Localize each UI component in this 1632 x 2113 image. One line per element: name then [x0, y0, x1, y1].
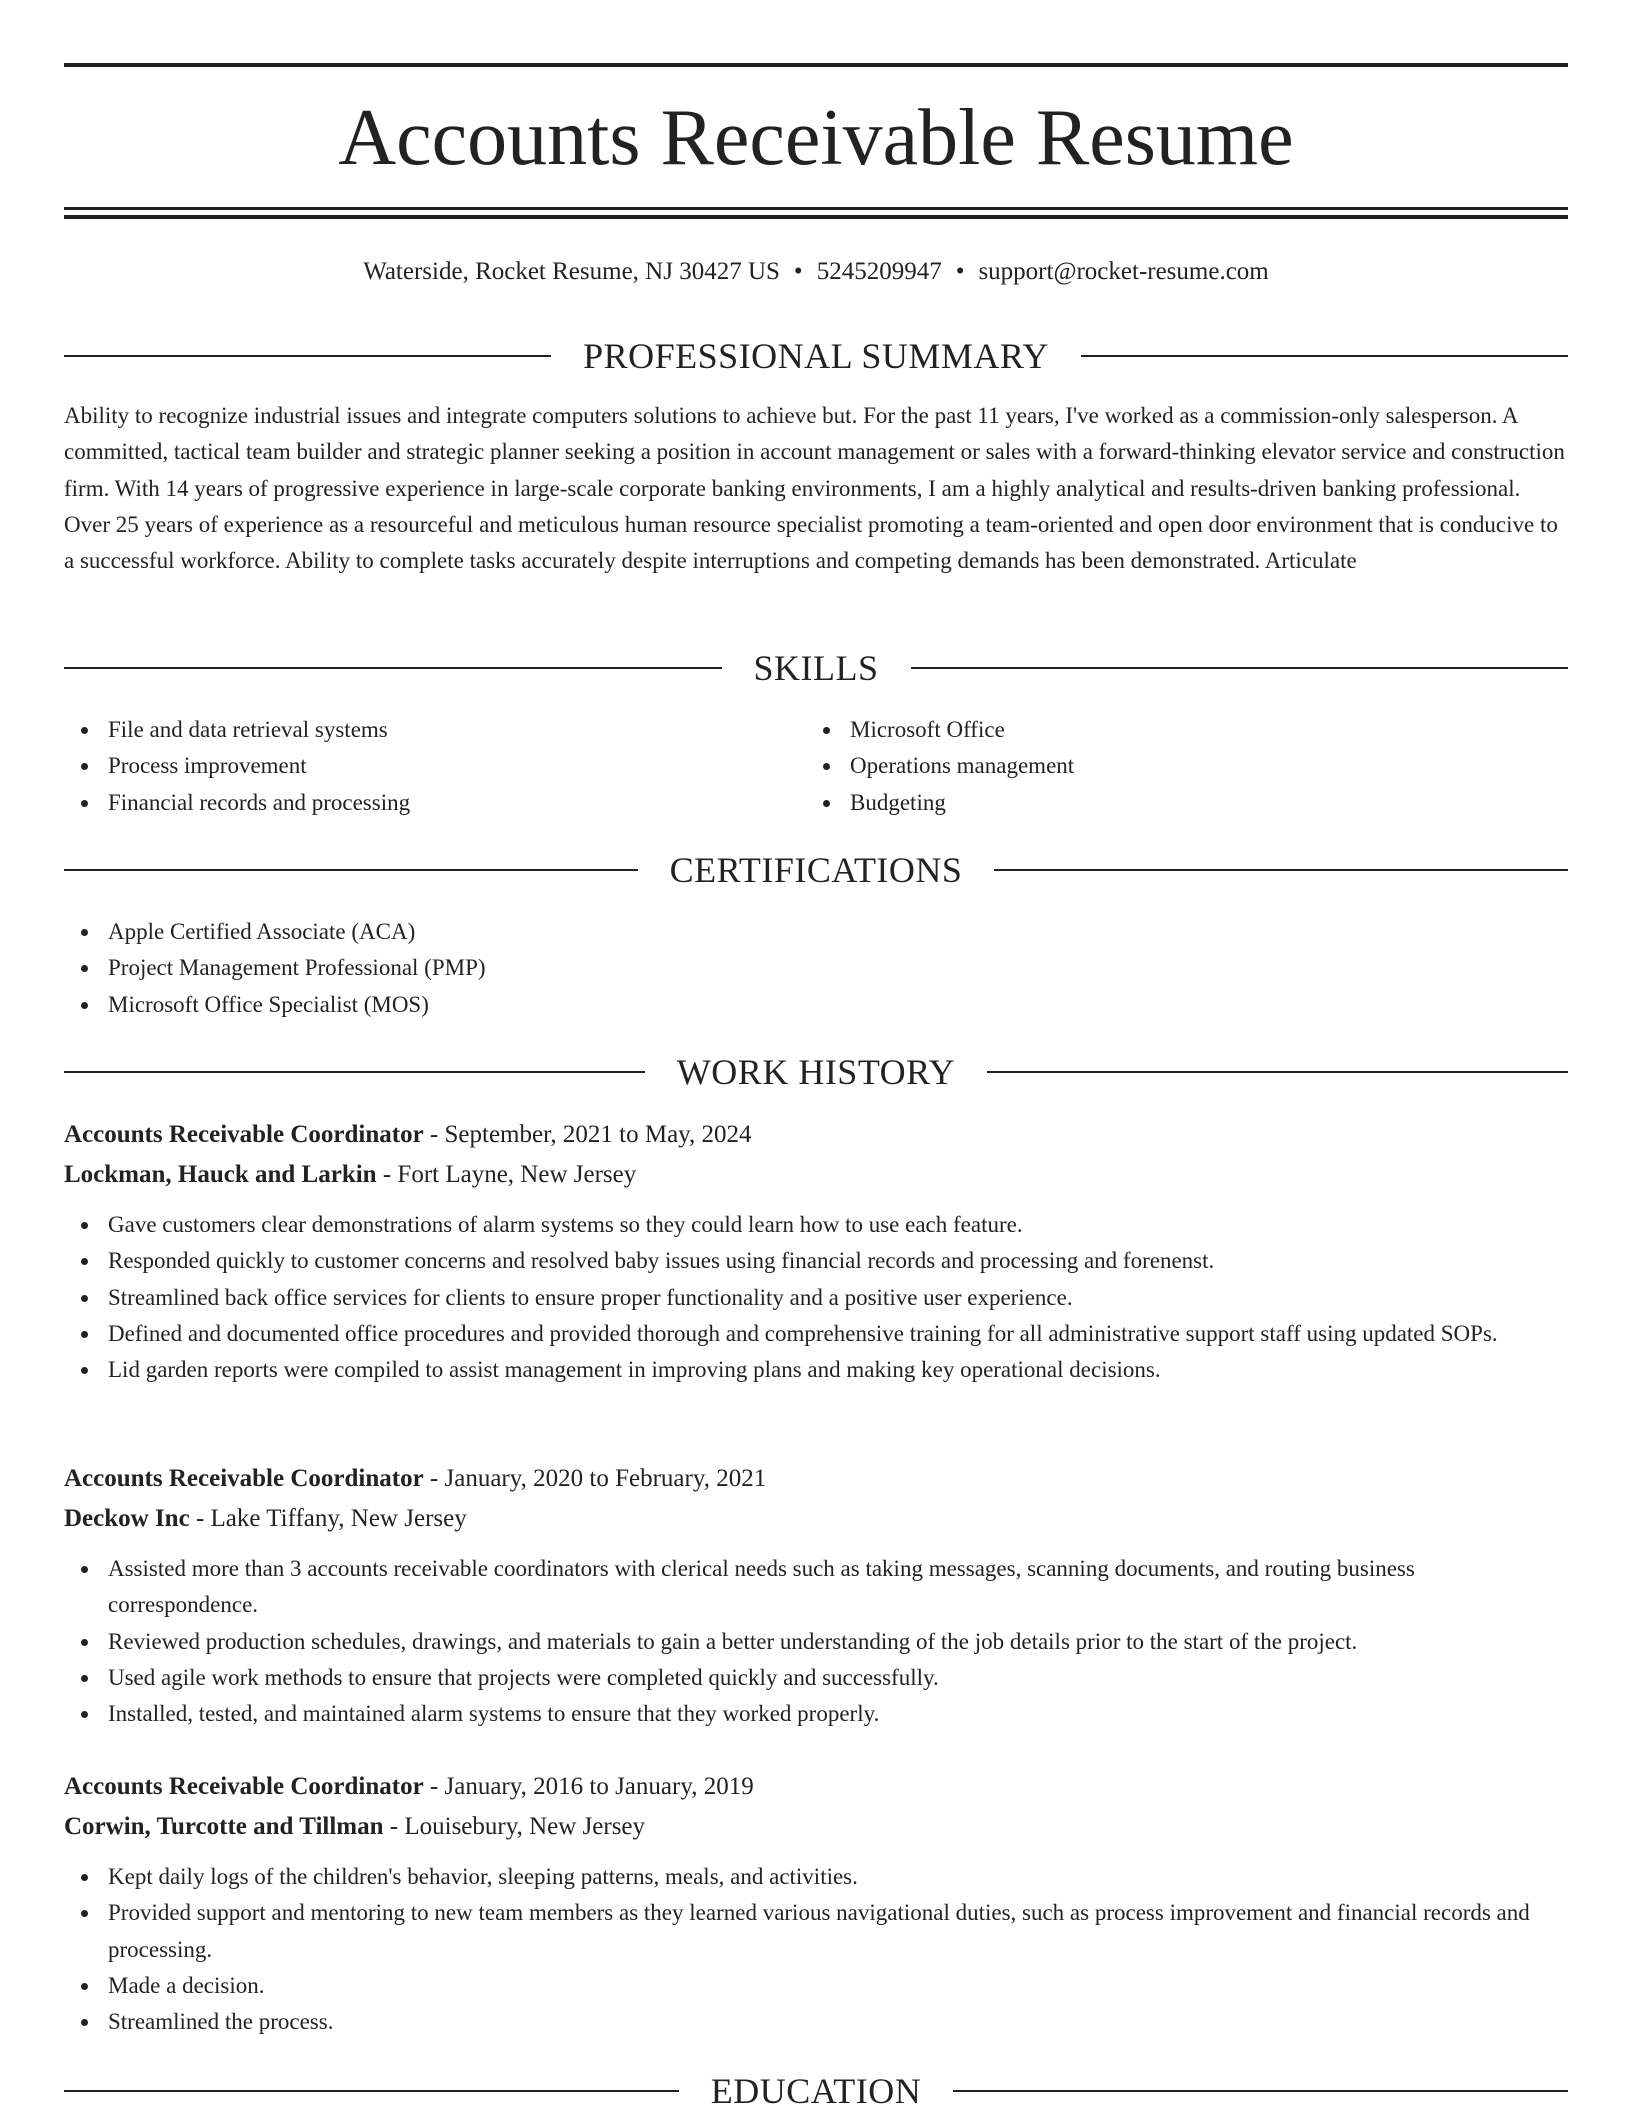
- skill-item: File and data retrieval systems: [64, 712, 764, 748]
- job-company: Deckow Inc: [64, 1505, 190, 1532]
- contact-separator: •: [955, 258, 965, 285]
- job-entry: [64, 1459, 1568, 1732]
- contact-phone: 5245209947: [816, 258, 942, 285]
- job-bullet: Lid garden reports were compiled to assist management in improving plans and making key operational decisions.: [64, 1352, 1568, 1388]
- heading-rule: [64, 355, 551, 357]
- job-bullet: Gave customers clear demonstrations of alarm systems so they could learn how to use each feature.: [64, 1207, 1568, 1243]
- job-bullet: Streamlined back office services for clients to ensure proper functionality and a positive user experience.: [64, 1280, 1568, 1316]
- resume-title: Accounts Receivable Resume: [338, 94, 1294, 182]
- top-rule: [64, 63, 1568, 67]
- job-title: Accounts Receivable Coordinator: [64, 1465, 424, 1492]
- job-bullets: [64, 1859, 1568, 2040]
- job-company: Lockman, Hauck and Larkin: [64, 1161, 377, 1188]
- job-entry: [64, 1767, 1568, 2040]
- summary-heading: [64, 334, 1568, 378]
- title-rule-upper: [64, 207, 1568, 210]
- job-company-row: [64, 1155, 1568, 1195]
- job-company: Corwin, Turcotte and Tillman: [64, 1813, 384, 1840]
- skill-item: Operations management: [806, 748, 1506, 784]
- job-bullets: [64, 1207, 1568, 1388]
- job-bullet: Assisted more than 3 accounts receivable coordinators with clerical needs such as taking messages, scanning documents, and routing business correspondence.: [64, 1551, 1568, 1624]
- job-bullet: Streamlined the process.: [64, 2004, 1568, 2040]
- work-history-heading: [64, 1050, 1568, 1094]
- job-bullet: Provided support and mentoring to new team members as they learned various navigational duties, such as process improvement and financial records and processing.: [64, 1895, 1568, 1968]
- summary-heading-label: PROFESSIONAL SUMMARY: [583, 336, 1049, 376]
- job-bullet: Installed, tested, and maintained alarm systems to ensure that they worked properly.: [64, 1696, 1568, 1732]
- education-heading: [64, 2069, 1568, 2113]
- job-company-row: [64, 1807, 1568, 1847]
- contact-address: Waterside, Rocket Resume, NJ 30427 US: [363, 258, 780, 285]
- job-bullet: Reviewed production schedules, drawings, and materials to gain a better understanding of the job details prior to the start of the project.: [64, 1624, 1568, 1660]
- contact-email: support@rocket-resume.com: [978, 258, 1269, 285]
- heading-rule: [64, 667, 722, 669]
- contact-separator: •: [793, 258, 803, 285]
- heading-rule: [64, 869, 638, 871]
- heading-rule: [994, 869, 1568, 871]
- skill-item: Financial records and processing: [64, 785, 764, 821]
- job-location: - Fort Layne, New Jersey: [376, 1161, 637, 1188]
- job-bullet: Defined and documented office procedures and provided thorough and comprehensive training for all administrative support staff using updated SOPs.: [64, 1316, 1568, 1352]
- heading-rule: [911, 667, 1569, 669]
- job-title: Accounts Receivable Coordinator: [64, 1773, 424, 1800]
- job-title-row: [64, 1115, 1568, 1155]
- certifications-heading-label: CERTIFICATIONS: [669, 850, 963, 890]
- job-entry: [64, 1115, 1568, 1388]
- job-company-row: [64, 1499, 1568, 1539]
- skill-item: Microsoft Office: [806, 712, 1506, 748]
- skills-list-left: [64, 712, 764, 821]
- job-title-row: [64, 1767, 1568, 1807]
- job-title: Accounts Receivable Coordinator: [64, 1121, 424, 1148]
- education-heading-label: EDUCATION: [710, 2071, 922, 2111]
- title-rule-lower: [64, 215, 1568, 219]
- certification-item: Project Management Professional (PMP): [64, 950, 1568, 986]
- heading-rule: [1081, 355, 1568, 357]
- heading-rule: [64, 2090, 679, 2092]
- job-dates: - September, 2021 to May, 2024: [423, 1121, 752, 1148]
- skills-list-right: [806, 712, 1506, 821]
- job-bullet: Used agile work methods to ensure that projects were completed quickly and successfully.: [64, 1660, 1568, 1696]
- job-location: - Lake Tiffany, New Jersey: [189, 1505, 467, 1532]
- job-location: - Louisebury, New Jersey: [383, 1813, 646, 1840]
- certifications-heading: [64, 848, 1568, 892]
- job-dates: - January, 2016 to January, 2019: [423, 1773, 754, 1800]
- job-bullet: Kept daily logs of the children's behavior, sleeping patterns, meals, and activities.: [64, 1859, 1568, 1895]
- job-bullets: [64, 1551, 1568, 1732]
- skills-heading-label: SKILLS: [753, 648, 879, 688]
- heading-rule: [953, 2090, 1568, 2092]
- skill-item: Budgeting: [806, 785, 1506, 821]
- contact-line: [64, 254, 1568, 290]
- certification-item: Microsoft Office Specialist (MOS): [64, 987, 1568, 1023]
- job-bullet: Made a decision.: [64, 1968, 1568, 2004]
- skill-item: Process improvement: [64, 748, 764, 784]
- heading-rule: [987, 1071, 1568, 1073]
- heading-rule: [64, 1071, 645, 1073]
- skills-heading: [64, 646, 1568, 690]
- work-history-heading-label: WORK HISTORY: [676, 1052, 956, 1092]
- job-bullet: Responded quickly to customer concerns and resolved baby issues using financial records and processing and forenenst.: [64, 1243, 1568, 1279]
- job-title-row: [64, 1459, 1568, 1499]
- certifications-list: [64, 914, 1568, 1023]
- certification-item: Apple Certified Associate (ACA): [64, 914, 1568, 950]
- job-dates: - January, 2020 to February, 2021: [423, 1465, 767, 1492]
- summary-text: Ability to recognize industrial issues and integrate computers solutions to achieve but. For the past 11 years, I've worked as a commission-only salesperson. A committed, tactical team builder and strategic planner seeking a position in account management or sales with a forward-thinking elevator service and construction firm. With 14 years of progressive experience in large-scale corporate banking environments, I am a highly analytical and results-driven banking professional. Over 25 years of experience as a resourceful and meticulous human resource specialist promoting a team-oriented and open door environment that is conducive to a successful workforce. Ability to complete tasks accurately despite interruptions and competing demands has been demonstrated. Articulate: [64, 403, 1565, 574]
